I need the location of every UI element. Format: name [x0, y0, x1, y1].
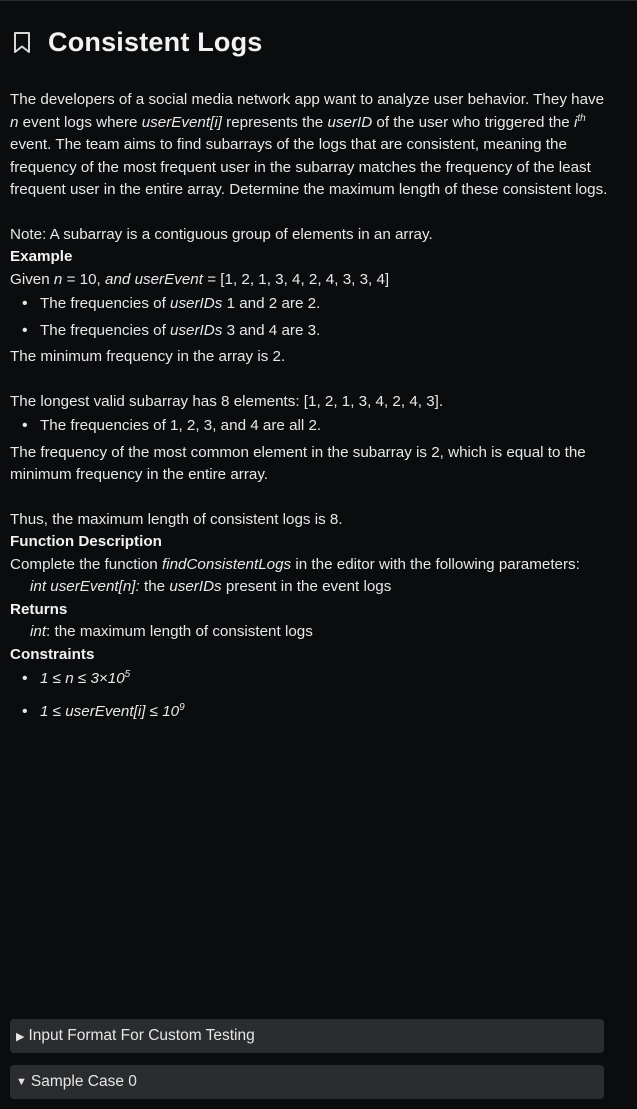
list-item: • The frequencies of 1, 2, 3, and 4 are all 2.	[10, 415, 610, 438]
caret-down-icon: ▼	[16, 1076, 27, 1088]
example-frequency-list	[10, 293, 610, 342]
problem-statement	[10, 89, 610, 727]
note-text: Note: A subarray is a contiguous group of elements in an array.	[10, 225, 433, 243]
title-row	[12, 27, 263, 58]
section-label: Sample Case 0	[30, 1073, 137, 1090]
list-item: • 1 ≤ userEvent[i] ≤ $10^9$	[10, 701, 610, 724]
list-item: • The frequencies of userIDs 1 and 2 are 2.	[10, 293, 610, 316]
page-title: Consistent Logs	[48, 27, 263, 57]
longest-subarray-text: The longest valid subarray has 8 elements: [1, 2, 1, 3, 4, 2, 4, 3].	[10, 392, 444, 410]
caret-right-icon: ▶	[16, 1030, 25, 1043]
intro-paragraph: The developers of a social media network app want to analyze user behavior. They have n event logs where userEvent[i] represents the userID of the user who triggered the $i^{th}$ event. The team aims to find subarrays of the logs that are consistent, meaning the frequency of the most frequent user in the subarray matches the frequency of the least frequent user in the entire array. Determine the maximum length of these consistent logs.	[10, 91, 608, 198]
subarray-frequency-list	[10, 415, 610, 438]
example-given: Given n = 10, and userEvent = [1, 2, 1, 3, 4, 2, 4, 3, 3, 4]	[10, 270, 390, 288]
input-format-section-toggle[interactable]	[10, 1019, 604, 1053]
common-frequency-text: The frequency of the most common element in the subarray is 2, which is equal to the minimum frequency in the entire array.	[10, 443, 586, 483]
returns-heading: Returns	[10, 600, 68, 618]
list-item: • The frequencies of userIDs 3 and 4 are 3.	[10, 320, 610, 343]
function-description-text: Complete the function findConsistentLogs in the editor with the following parameters:	[10, 555, 580, 573]
function-description-heading: Function Description	[10, 533, 162, 550]
parameter-line: int userEvent[n]: the userIDs present in the event logs	[30, 578, 392, 595]
sample-case-0-section-toggle[interactable]	[10, 1065, 604, 1099]
list-item: • $1 \le n \le 3\times 10^5$	[10, 668, 610, 691]
min-frequency-text: The minimum frequency in the array is 2.	[10, 348, 286, 365]
constraints-heading: Constraints	[10, 645, 95, 663]
returns-text: int: the maximum length of consistent logs	[30, 623, 313, 640]
conclusion-text: Thus, the maximum length of consistent logs is 8.	[10, 510, 343, 528]
bookmark-icon[interactable]	[12, 31, 32, 55]
section-label: Input Format For Custom Testing	[28, 1027, 255, 1044]
constraints-list	[10, 668, 610, 723]
example-heading: Example	[10, 248, 73, 265]
